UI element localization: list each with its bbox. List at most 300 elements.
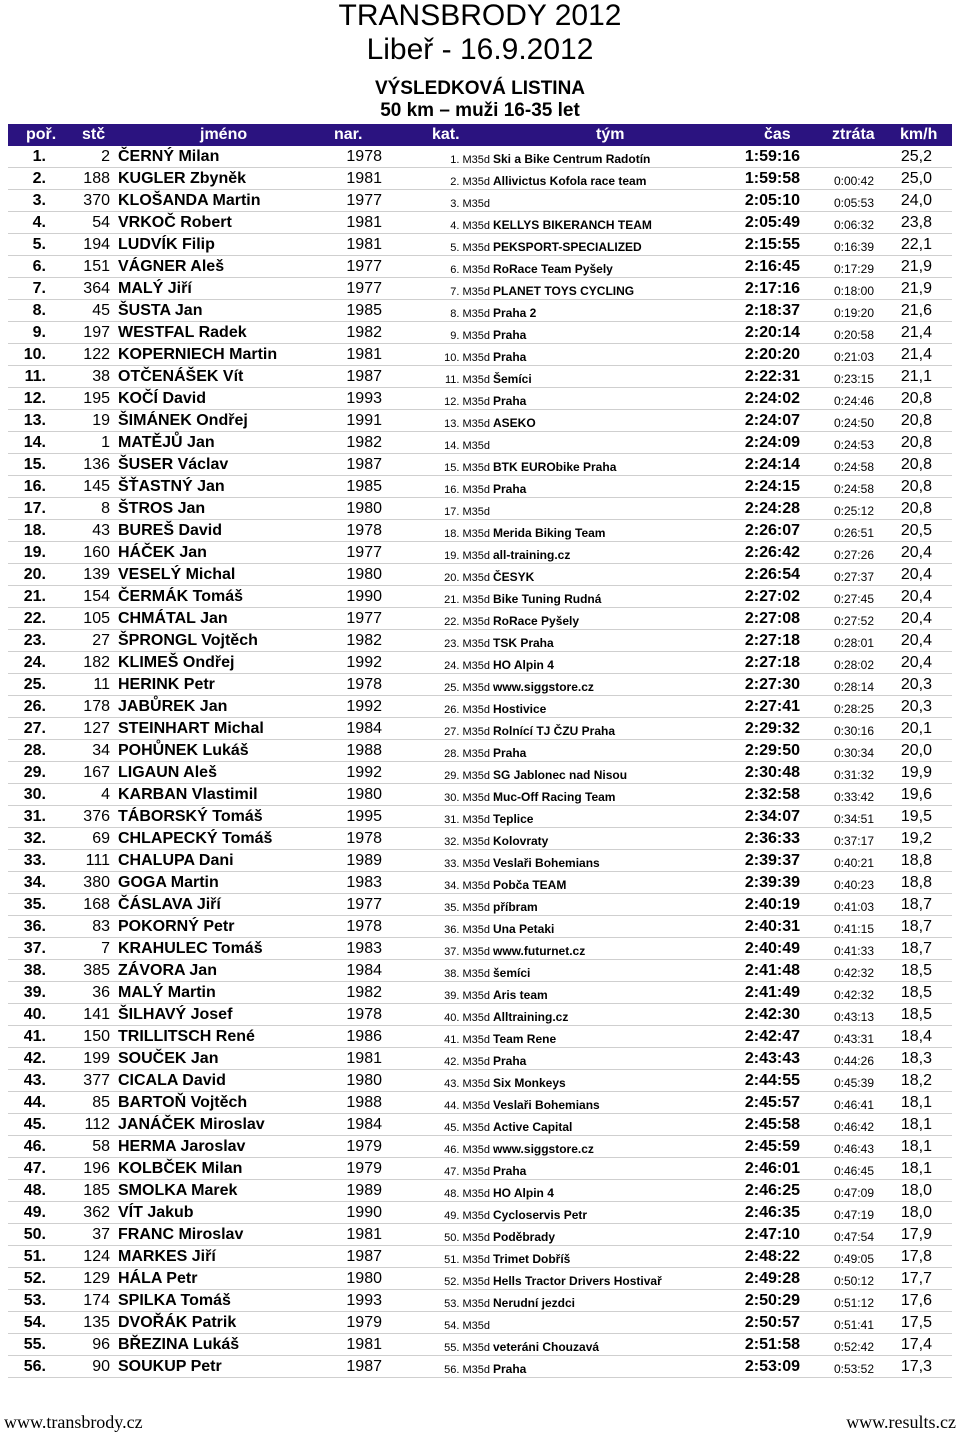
birth-year-cell: 1981 [346,1226,382,1243]
table-row [8,1312,952,1334]
rank-cell: 45. [23,1116,46,1133]
column-header-start-number: stč [82,126,106,143]
category-cell: 40. M35d [444,1012,490,1024]
team-cell: Praha [493,1054,527,1068]
rank-cell: 9. [32,324,46,341]
speed-cell: 18,7 [900,896,932,913]
birth-year-cell: 1981 [346,214,382,231]
speed-cell: 20,8 [900,500,932,517]
rank-cell: 21. [23,588,46,605]
start-number-cell: 124 [83,1248,110,1265]
column-header-category: kat. [432,126,460,143]
speed-cell: 18,0 [900,1204,932,1221]
category-cell: 22. M35d [444,616,490,628]
speed-cell: 17,8 [900,1248,932,1265]
category-title: 50 km – muži 16-35 let [380,100,580,121]
name-cell: LUDVÍK Filip [118,236,215,253]
rank-cell: 41. [23,1028,46,1045]
speed-cell: 20,4 [900,566,932,583]
rank-cell: 14. [23,434,46,451]
gap-cell: 0:19:20 [833,306,874,320]
speed-cell: 20,8 [900,390,932,407]
time-cell: 2:43:43 [744,1050,800,1067]
team-cell: RoRace Team Pyšely [493,262,613,276]
start-number-cell: 127 [83,720,110,737]
team-cell: Nerudní jezdci [493,1296,576,1310]
category-cell: 10. M35d [444,352,490,364]
time-cell: 2:46:01 [744,1160,800,1177]
category-cell: 28. M35d [444,748,490,760]
time-cell: 2:27:02 [744,588,800,605]
start-number-cell: 54 [92,214,110,231]
results-table [8,124,952,1378]
gap-cell: 0:42:32 [833,988,874,1002]
table-row [8,828,952,850]
table-row [8,1356,952,1378]
start-number-cell: 376 [83,808,110,825]
rank-cell: 17. [23,500,46,517]
birth-year-cell: 1982 [346,324,382,341]
start-number-cell: 182 [83,654,110,671]
table-row [8,1092,952,1114]
birth-year-cell: 1989 [346,1182,382,1199]
speed-cell: 21,4 [900,324,932,341]
speed-cell: 20,1 [900,720,932,737]
gap-cell: 0:33:42 [833,790,874,804]
page-title: TRANSBRODY 2012 [338,0,622,32]
speed-cell: 18,5 [900,984,932,1001]
start-number-cell: 58 [92,1138,110,1155]
rank-cell: 56. [23,1358,46,1375]
rank-cell: 1. [32,148,46,165]
gap-cell: 0:28:14 [833,680,874,694]
start-number-cell: 154 [83,588,110,605]
team-cell: ČESYK [493,570,535,584]
team-cell: Hells Tractor Drivers Hostivař [493,1274,662,1288]
name-cell: MARKES Jiří [118,1248,216,1265]
team-cell: veteráni Chouzavá [493,1340,600,1354]
table-row [8,498,952,520]
rank-cell: 27. [23,720,46,737]
table-header [8,124,952,146]
speed-cell: 18,8 [900,852,932,869]
team-cell: Team Rene [493,1032,557,1046]
name-cell: GOGA Martin [118,874,219,891]
time-cell: 2:24:07 [744,412,800,429]
rank-cell: 46. [23,1138,46,1155]
table-row [8,630,952,652]
speed-cell: 18,5 [900,962,932,979]
gap-cell: 0:27:37 [833,570,874,584]
start-number-cell: 380 [83,874,110,891]
category-cell: 30. M35d [444,792,490,804]
name-cell: HÁLA Petr [118,1270,198,1287]
time-cell: 2:16:45 [744,258,800,275]
team-cell: Bike Tuning Rudná [493,592,602,606]
speed-cell: 17,6 [900,1292,932,1309]
name-cell: SMOLKA Marek [118,1182,238,1199]
column-header-gap: ztráta [832,126,875,143]
birth-year-cell: 1980 [346,786,382,803]
start-number-cell: 7 [101,940,110,957]
team-cell: Kolovraty [493,834,549,848]
birth-year-cell: 1989 [346,852,382,869]
name-cell: BŘEZINA Lukáš [118,1336,240,1353]
rank-cell: 8. [32,302,46,319]
speed-cell: 20,3 [900,676,932,693]
gap-cell: 0:25:12 [833,504,874,518]
birth-year-cell: 1980 [346,1072,382,1089]
birth-year-cell: 1987 [346,1358,382,1375]
team-cell: Aris team [493,988,548,1002]
time-cell: 2:46:35 [744,1204,800,1221]
start-number-cell: 174 [83,1292,110,1309]
gap-cell: 0:17:29 [833,262,874,276]
gap-cell: 0:46:41 [833,1098,874,1112]
name-cell: ČÁSLAVA Jiří [118,896,221,913]
rank-cell: 40. [23,1006,46,1023]
birth-year-cell: 1977 [346,896,382,913]
gap-cell: 0:16:39 [833,240,874,254]
time-cell: 2:46:25 [744,1182,800,1199]
category-cell: 5. M35d [450,242,490,254]
category-cell: 39. M35d [444,990,490,1002]
start-number-cell: 122 [83,346,110,363]
name-cell: ČERMÁK Tomáš [118,588,244,605]
rank-cell: 52. [23,1270,46,1287]
name-cell: JANÁČEK Miroslav [118,1116,265,1133]
gap-cell: 0:51:41 [833,1318,874,1332]
start-number-cell: 197 [83,324,110,341]
table-row [8,850,952,872]
name-cell: ZÁVORA Jan [118,962,217,979]
name-cell: HERMA Jaroslav [118,1138,246,1155]
rank-cell: 29. [23,764,46,781]
category-cell: 36. M35d [444,924,490,936]
gap-cell: 0:41:33 [833,944,874,958]
birth-year-cell: 1978 [346,522,382,539]
table-row [8,542,952,564]
rank-cell: 54. [23,1314,46,1331]
gap-cell: 0:06:32 [833,218,874,232]
start-number-cell: 83 [92,918,110,935]
rank-cell: 49. [23,1204,46,1221]
gap-cell: 0:28:01 [833,636,874,650]
time-cell: 2:15:55 [744,236,800,253]
start-number-cell: 111 [85,852,110,869]
gap-cell: 0:28:25 [833,702,874,716]
category-cell: 50. M35d [444,1232,490,1244]
time-cell: 1:59:16 [744,148,800,165]
gap-cell: 0:24:53 [833,438,874,452]
team-cell: PEKSPORT-SPECIALIZED [493,240,642,254]
time-cell: 2:36:33 [744,830,800,847]
birth-year-cell: 1991 [346,412,382,429]
team-cell: Active Capital [493,1120,573,1134]
start-number-cell: 194 [83,236,110,253]
rank-cell: 19. [23,544,46,561]
team-cell: Praha [493,328,527,342]
time-cell: 2:39:37 [744,852,800,869]
name-cell: LIGAUN Aleš [118,764,217,781]
gap-cell: 0:21:03 [833,350,874,364]
table-row [8,520,952,542]
start-number-cell: 364 [83,280,110,297]
category-cell: 4. M35d [450,220,490,232]
category-cell: 31. M35d [444,814,490,826]
category-cell: 53. M35d [444,1298,490,1310]
team-cell: Alltraining.cz [493,1010,569,1024]
rank-cell: 11. [24,368,46,385]
birth-year-cell: 1981 [346,236,382,253]
start-number-cell: 199 [83,1050,110,1067]
name-cell: KARBAN Vlastimil [118,786,258,803]
name-cell: VESELÝ Michal [118,566,236,583]
birth-year-cell: 1978 [346,830,382,847]
rank-cell: 38. [23,962,46,979]
name-cell: KUGLER Zbyněk [118,170,247,187]
time-cell: 2:42:47 [744,1028,800,1045]
table-row [8,674,952,696]
table-row [8,322,952,344]
speed-cell: 21,1 [900,368,932,385]
birth-year-cell: 1977 [346,258,382,275]
time-cell: 2:24:14 [744,456,800,473]
time-cell: 2:48:22 [744,1248,800,1265]
category-cell: 11. M35d [444,374,490,386]
team-cell: Rolnící TJ ČZU Praha [493,724,616,738]
name-cell: STEINHART Michal [118,720,264,737]
speed-cell: 20,4 [900,610,932,627]
category-cell: 51. M35d [444,1254,490,1266]
speed-cell: 20,4 [900,544,932,561]
category-cell: 47. M35d [444,1166,490,1178]
name-cell: SOUČEK Jan [118,1050,219,1067]
time-cell: 2:41:49 [744,984,800,1001]
time-cell: 2:53:09 [744,1358,800,1375]
rank-cell: 5. [32,236,46,253]
table-row [8,1334,952,1356]
category-cell: 26. M35d [444,704,490,716]
table-row [8,278,952,300]
team-cell: Veslaři Bohemians [493,1098,600,1112]
name-cell: ŠUSTA Jan [118,302,203,319]
birth-year-cell: 1992 [346,698,382,715]
team-cell: Šemíci [493,372,532,386]
table-row [8,212,952,234]
speed-cell: 20,3 [900,698,932,715]
birth-year-cell: 1995 [346,808,382,825]
time-cell: 2:44:55 [744,1072,800,1089]
table-row [8,1004,952,1026]
speed-cell: 18,5 [900,1006,932,1023]
rank-cell: 48. [23,1182,46,1199]
team-cell: www.siggstore.cz [493,680,594,694]
name-cell: ŠTROS Jan [118,500,206,517]
speed-cell: 23,8 [900,214,932,231]
table-row [8,696,952,718]
name-cell: VÍT Jakub [118,1204,194,1221]
table-row [8,762,952,784]
birth-year-cell: 1983 [346,940,382,957]
start-number-cell: 377 [83,1072,110,1089]
name-cell: CHMÁTAL Jan [118,610,228,627]
birth-year-cell: 1985 [346,478,382,495]
team-cell: KELLYS BIKERANCH TEAM [493,218,652,232]
table-body [8,146,952,1378]
rank-cell: 20. [23,566,46,583]
speed-cell: 21,6 [900,302,932,319]
rank-cell: 26. [23,698,46,715]
category-cell: 9. M35d [450,330,490,342]
name-cell: TÁBORSKÝ Tomáš [118,808,263,825]
start-number-cell: 43 [92,522,110,539]
start-number-cell: 168 [83,896,110,913]
speed-cell: 20,8 [900,478,932,495]
name-cell: CICALA David [118,1072,226,1089]
category-cell: 19. M35d [444,550,490,562]
table-row [8,1246,952,1268]
category-cell: 6. M35d [450,264,490,276]
rank-cell: 22. [23,610,46,627]
category-cell: 49. M35d [444,1210,490,1222]
category-cell: 7. M35d [450,286,490,298]
time-cell: 2:42:30 [744,1006,800,1023]
rank-cell: 15. [23,456,46,473]
gap-cell: 0:43:31 [833,1032,874,1046]
start-number-cell: 38 [92,368,110,385]
birth-year-cell: 1982 [346,632,382,649]
team-cell: Poděbrady [493,1230,556,1244]
table-row [8,938,952,960]
team-cell: Praha 2 [493,306,537,320]
name-cell: ŠILHAVÝ Josef [118,1006,233,1023]
table-row [8,916,952,938]
speed-cell: 19,6 [900,786,932,803]
start-number-cell: 141 [83,1006,110,1023]
name-cell: WESTFAL Radek [118,324,247,341]
gap-cell: 0:18:00 [833,284,874,298]
rank-cell: 18. [23,522,46,539]
category-cell: 2. M35d [450,176,490,188]
speed-cell: 25,0 [900,170,932,187]
start-number-cell: 362 [83,1204,110,1221]
birth-year-cell: 1984 [346,962,382,979]
name-cell: MALÝ Jiří [118,280,192,297]
time-cell: 2:26:42 [744,544,800,561]
gap-cell: 0:20:58 [833,328,874,342]
time-cell: 2:45:59 [744,1138,800,1155]
time-cell: 2:32:58 [744,786,800,803]
team-cell: www.siggstore.cz [493,1142,594,1156]
start-number-cell: 150 [83,1028,110,1045]
time-cell: 2:24:02 [744,390,800,407]
table-row [8,476,952,498]
gap-cell: 0:37:17 [833,834,874,848]
birth-year-cell: 1978 [346,918,382,935]
gap-cell: 0:42:32 [833,966,874,980]
team-cell: Allivictus Kofola race team [493,174,647,188]
speed-cell: 18,7 [900,918,932,935]
rank-cell: 16. [23,478,46,495]
birth-year-cell: 1992 [346,654,382,671]
time-cell: 2:40:49 [744,940,800,957]
start-number-cell: 85 [92,1094,110,1111]
time-cell: 2:27:08 [744,610,800,627]
start-number-cell: 385 [83,962,110,979]
category-cell: 48. M35d [444,1188,490,1200]
time-cell: 2:29:32 [744,720,800,737]
start-number-cell: 195 [83,390,110,407]
speed-cell: 18,1 [900,1116,932,1133]
rank-cell: 47. [23,1160,46,1177]
gap-cell: 0:52:42 [833,1340,874,1354]
team-cell: BTK EURObike Praha [493,460,617,474]
time-cell: 2:24:28 [744,500,800,517]
gap-cell: 0:24:58 [833,460,874,474]
start-number-cell: 145 [83,478,110,495]
rank-cell: 35. [23,896,46,913]
table-row [8,1048,952,1070]
table-row [8,454,952,476]
birth-year-cell: 1977 [346,610,382,627]
table-row [8,960,952,982]
birth-year-cell: 1977 [346,192,382,209]
category-cell: 25. M35d [444,682,490,694]
start-number-cell: 1 [101,434,110,451]
category-cell: 34. M35d [444,880,490,892]
time-cell: 2:30:48 [744,764,800,781]
birth-year-cell: 1990 [346,588,382,605]
table-row [8,146,952,168]
rank-cell: 2. [32,170,46,187]
table-row [8,784,952,806]
rank-cell: 36. [23,918,46,935]
start-number-cell: 69 [92,830,110,847]
start-number-cell: 96 [92,1336,110,1353]
birth-year-cell: 1977 [346,280,382,297]
birth-year-cell: 1992 [346,764,382,781]
table-row [8,894,952,916]
column-header-rank: poř. [26,126,57,143]
name-cell: BARTOŇ Vojtěch [118,1094,248,1111]
table-row [8,872,952,894]
time-cell: 2:50:57 [744,1314,800,1331]
category-cell: 56. M35d [444,1364,490,1376]
start-number-cell: 11 [93,676,110,693]
gap-cell: 0:46:42 [833,1120,874,1134]
speed-cell: 18,1 [900,1094,932,1111]
birth-year-cell: 1993 [346,1292,382,1309]
category-cell: 1. M35d [450,154,490,166]
table-row [8,388,952,410]
time-cell: 2:39:39 [744,874,800,891]
name-cell: TRILLITSCH René [118,1028,255,1045]
name-cell: ŠŤASTNÝ Jan [118,478,225,495]
birth-year-cell: 1979 [346,1160,382,1177]
name-cell: HERINK Petr [118,676,215,693]
name-cell: SPILKA Tomáš [118,1292,231,1309]
start-number-cell: 8 [101,500,110,517]
birth-year-cell: 1981 [346,1336,382,1353]
speed-cell: 19,9 [900,764,932,781]
time-cell: 2:29:50 [744,742,800,759]
birth-year-cell: 1988 [346,742,382,759]
gap-cell: 0:41:15 [833,922,874,936]
rank-cell: 12. [23,390,46,407]
rank-cell: 13. [23,412,46,429]
category-cell: 38. M35d [444,968,490,980]
